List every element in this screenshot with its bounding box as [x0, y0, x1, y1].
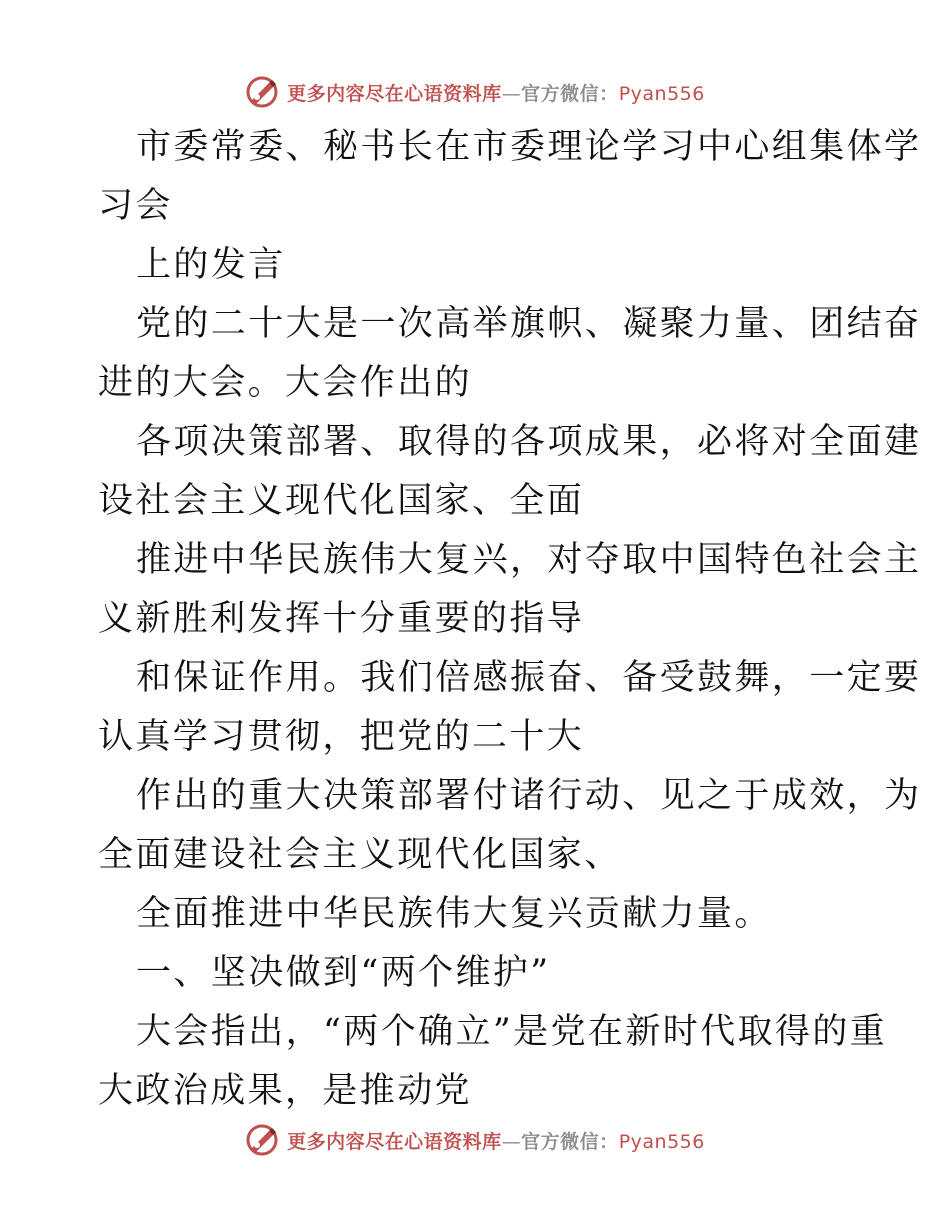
text-line: 全面建设社会主义现代化国家、 — [98, 835, 622, 875]
watermark-wechat-label: 官方微信： — [521, 82, 619, 105]
header-watermark — [0, 70, 950, 114]
text-line: 全面推进中华民族伟大复兴贡献力量。 — [136, 894, 772, 934]
watermark-wechat-label: 官方微信： — [521, 1130, 619, 1153]
text-line: 和保证作用。我们倍感振奋、备受鼓舞，一定要 — [136, 658, 922, 698]
watermark-dash: — — [501, 1130, 522, 1153]
watermark-title: 更多内容尽在心语资料库 — [287, 82, 502, 105]
text-line: 习会 — [98, 186, 173, 226]
footer-watermark — [0, 1118, 950, 1162]
text-line: 各项决策部署、取得的各项成果，必将对全面建 — [136, 422, 922, 462]
pen-logo-icon — [245, 1123, 279, 1157]
watermark-dash: — — [501, 82, 522, 105]
watermark-account: Pyan556 — [618, 82, 705, 105]
header-watermark-text — [287, 79, 705, 106]
document-body — [98, 118, 922, 1121]
section-heading: 一、坚决做到“两个维护” — [136, 953, 551, 993]
text-line: 大会指出，“两个确立”是党在新时代取得的重 — [136, 1012, 888, 1052]
text-line: 大政治成果，是推动党 — [98, 1071, 473, 1111]
pen-logo-icon — [245, 75, 279, 109]
footer-watermark-text — [287, 1127, 705, 1154]
text-line: 认真学习贯彻，把党的二十大 — [98, 717, 585, 757]
watermark-account: Pyan556 — [618, 1130, 705, 1153]
text-line: 设社会主义现代化国家、全面 — [98, 481, 585, 521]
text-line: 进的大会。大会作出的 — [98, 363, 473, 403]
text-line: 作出的重大决策部署付诸行动、见之于成效，为 — [136, 776, 922, 816]
text-line: 市委常委、秘书长在市委理论学习中心组集体学 — [136, 127, 922, 167]
watermark-title: 更多内容尽在心语资料库 — [287, 1130, 502, 1153]
text-line: 义新胜利发挥十分重要的指导 — [98, 599, 585, 639]
text-line: 上的发言 — [136, 245, 286, 285]
text-line: 党的二十大是一次高举旗帜、凝聚力量、团结奋 — [136, 304, 922, 344]
text-line: 推进中华民族伟大复兴，对夺取中国特色社会主 — [136, 540, 922, 580]
